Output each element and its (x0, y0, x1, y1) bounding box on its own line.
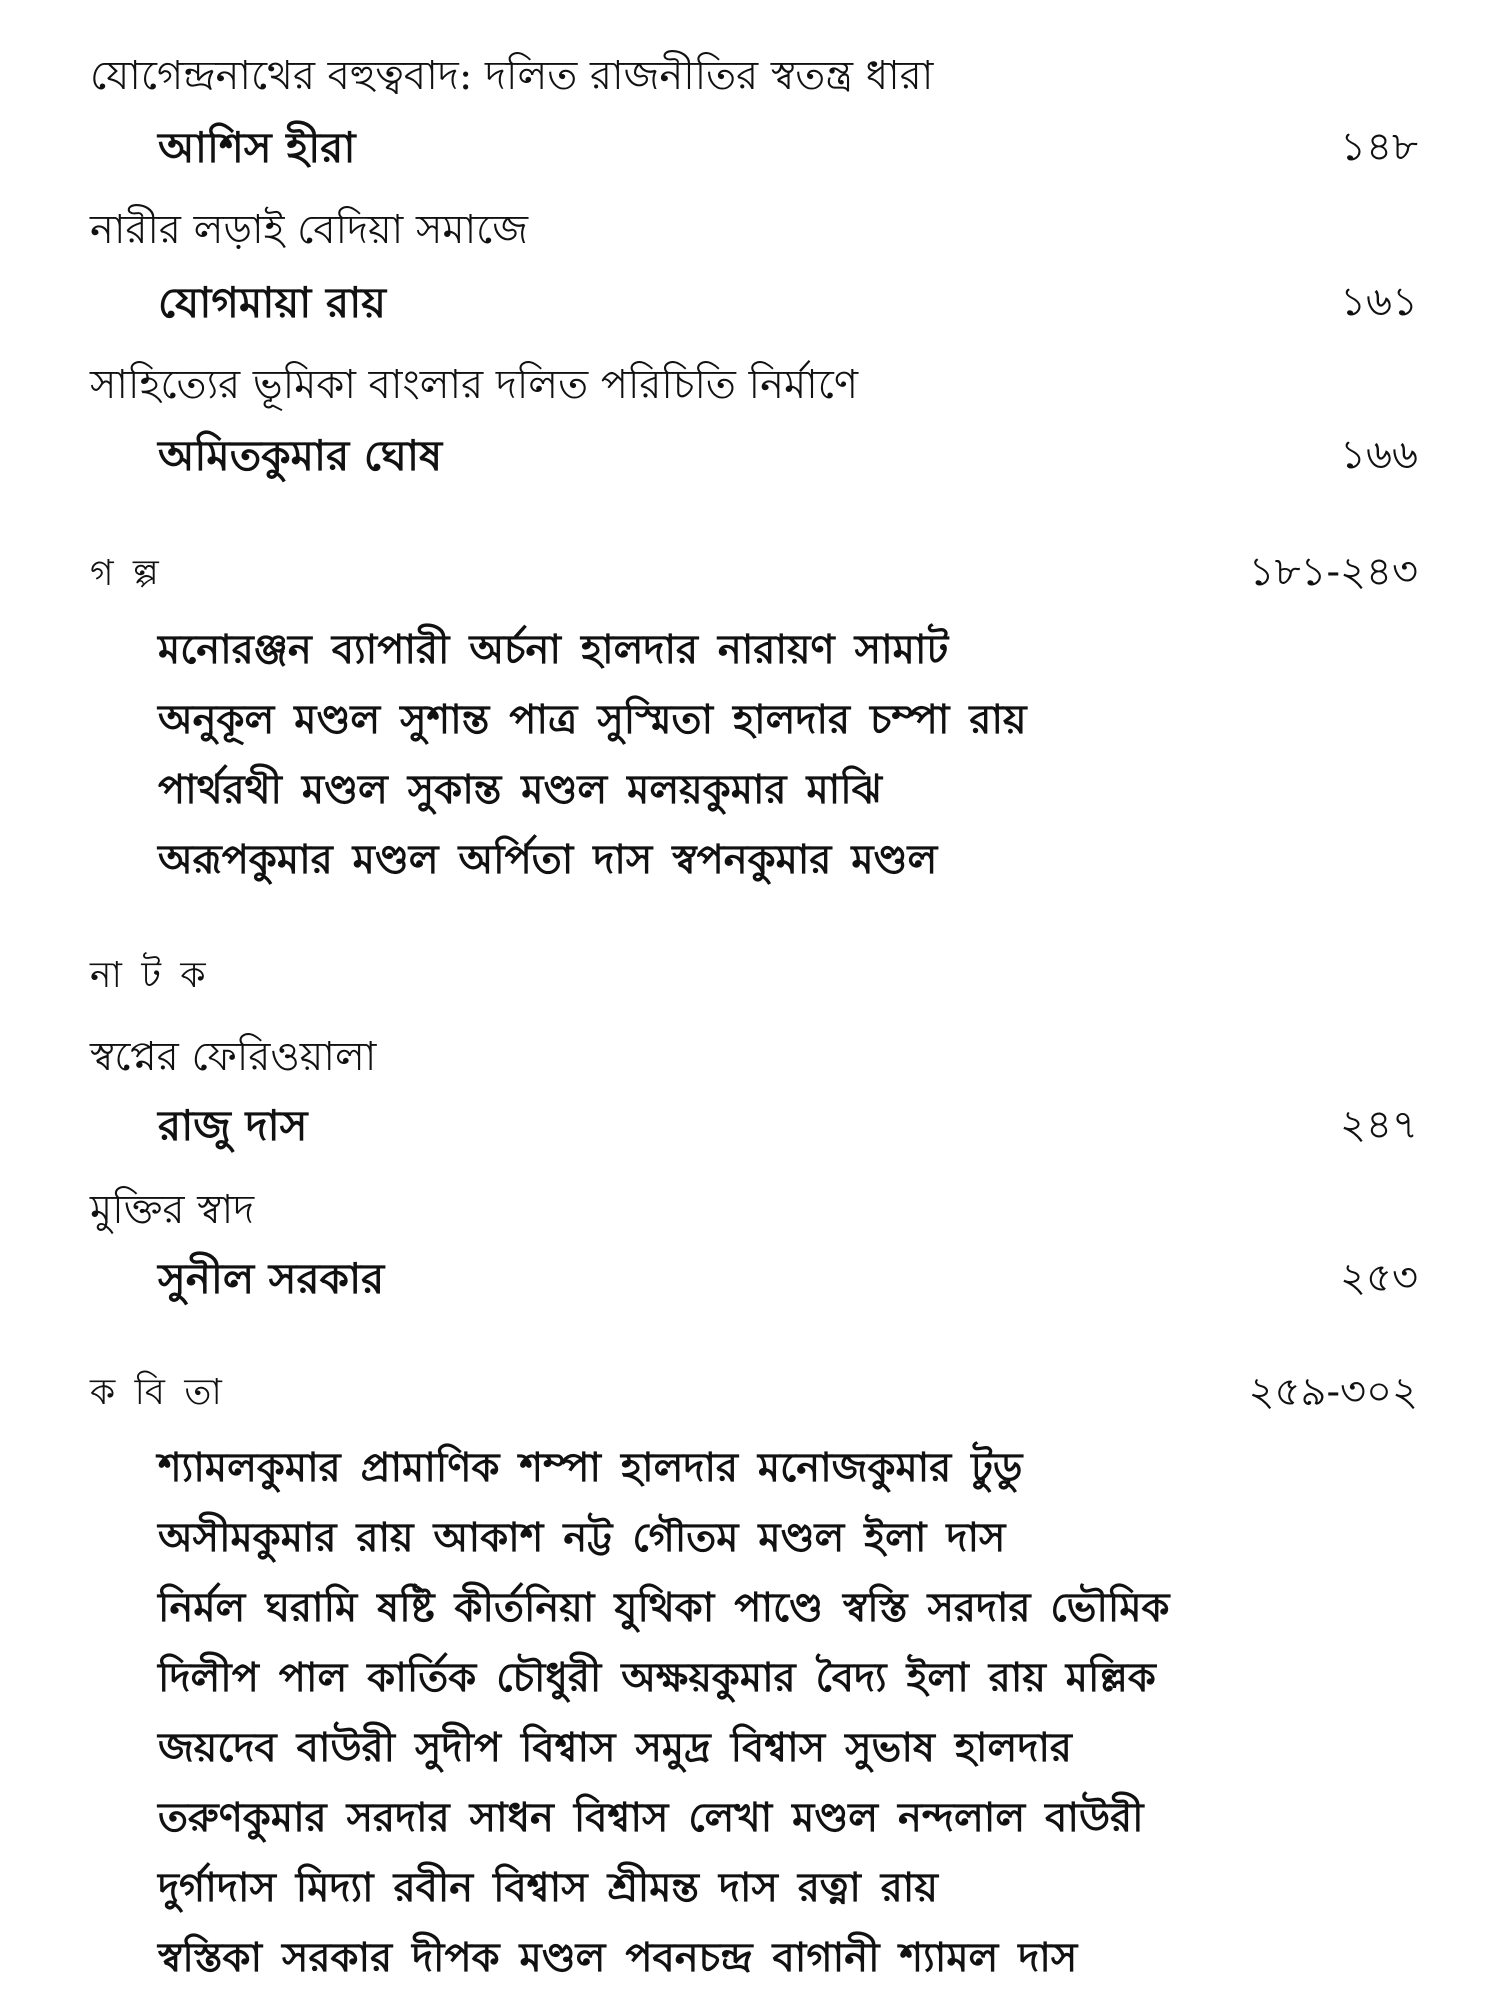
play-page-2: ২৫৩ (1340, 1255, 1418, 1301)
poems-author-line-6: তরুণকুমার সরদার সাধন বিশ্বাস লেখা মণ্ডল নন্দলাল বাউরী (158, 1795, 1144, 1841)
poems-author-line-5: জয়দেব বাউরী সুদীপ বিশ্বাস সমুদ্র বিশ্বাস সুভাষ হালদার (158, 1725, 1072, 1771)
stories-page-range: ১৮১-২৪৩ (1248, 549, 1418, 595)
essay-author-3: অমিতকুমার ঘোষ (158, 431, 443, 480)
poems-author-line-1: শ্যামলকুমার প্রামাণিক শম্পা হালদার মনোজকুমার টুডু (158, 1445, 1023, 1491)
stories-author-line-4: অরূপকুমার মণ্ডল অর্পিতা দাস স্বপনকুমার মণ্ডল (158, 837, 938, 883)
section-heading-plays: না ট ক (90, 955, 210, 996)
poems-author-line-2: অসীমকুমার রায় আকাশ নট্ট গৌতম মণ্ডল ইলা দাস (158, 1515, 1006, 1561)
essay-page-2: ১৬১ (1340, 279, 1418, 325)
poems-author-line-3: নির্মল ঘরামি ষষ্টি কীর্তনিয়া যুথিকা পাণ্ডে স্বস্তি সরদার ভৌমিক (158, 1585, 1170, 1631)
section-heading-poems: ক বি তা (90, 1372, 226, 1413)
essay-author-1: আশিস হীরা (158, 123, 356, 172)
play-title-2: মুক্তির স্বাদ (90, 1187, 255, 1233)
essay-title-3: সাহিত্যের ভূমিকা বাংলার দলিত পরিচিতি নির্মাণে (90, 362, 859, 408)
stories-author-line-3: পার্থরথী মণ্ডল সুকান্ত মণ্ডল মলয়কুমার মাঝি (158, 767, 882, 813)
section-heading-stories: গ ল্প (90, 553, 163, 594)
stories-author-line-2: অনুকূল মণ্ডল সুশান্ত পাত্র সুস্মিতা হালদার চম্পা রায় (158, 697, 1027, 743)
poems-page-range: ২৫৯-৩০২ (1248, 1369, 1418, 1415)
essay-title-1: যোগেন্দ্রনাথের বহুত্ববাদ: দলিত রাজনীতির স্বতন্ত্র ধারা (90, 53, 934, 99)
poems-author-line-8: স্বস্তিকা সরকার দীপক মণ্ডল পবনচন্দ্র বাগানী শ্যামল দাস (158, 1935, 1078, 1981)
poems-author-line-4: দিলীপ পাল কার্তিক চৌধুরী অক্ষয়কুমার বৈদ্য ইলা রায় মল্লিক (158, 1655, 1156, 1701)
play-page-1: ২৪৭ (1340, 1102, 1418, 1148)
play-author-2: সুনীল সরকার (158, 1254, 385, 1303)
play-author-1: রাজু দাস (158, 1101, 308, 1150)
essay-page-1: ১৪৮ (1340, 124, 1418, 170)
stories-author-line-1: মনোরঞ্জন ব্যাপারী অর্চনা হালদার নারায়ণ সামাট (158, 627, 949, 673)
play-title-1: স্বপ্নের ফেরিওয়ালা (90, 1034, 377, 1080)
poems-author-line-7: দুর্গাদাস মিদ্যা রবীন বিশ্বাস শ্রীমন্ত দাস রত্না রায় (158, 1865, 938, 1911)
essay-page-3: ১৬৬ (1340, 432, 1418, 478)
essay-author-2: যোগমায়া রায় (158, 278, 387, 327)
essay-title-2: নারীর লড়াই বেদিয়া সমাজে (90, 207, 529, 253)
